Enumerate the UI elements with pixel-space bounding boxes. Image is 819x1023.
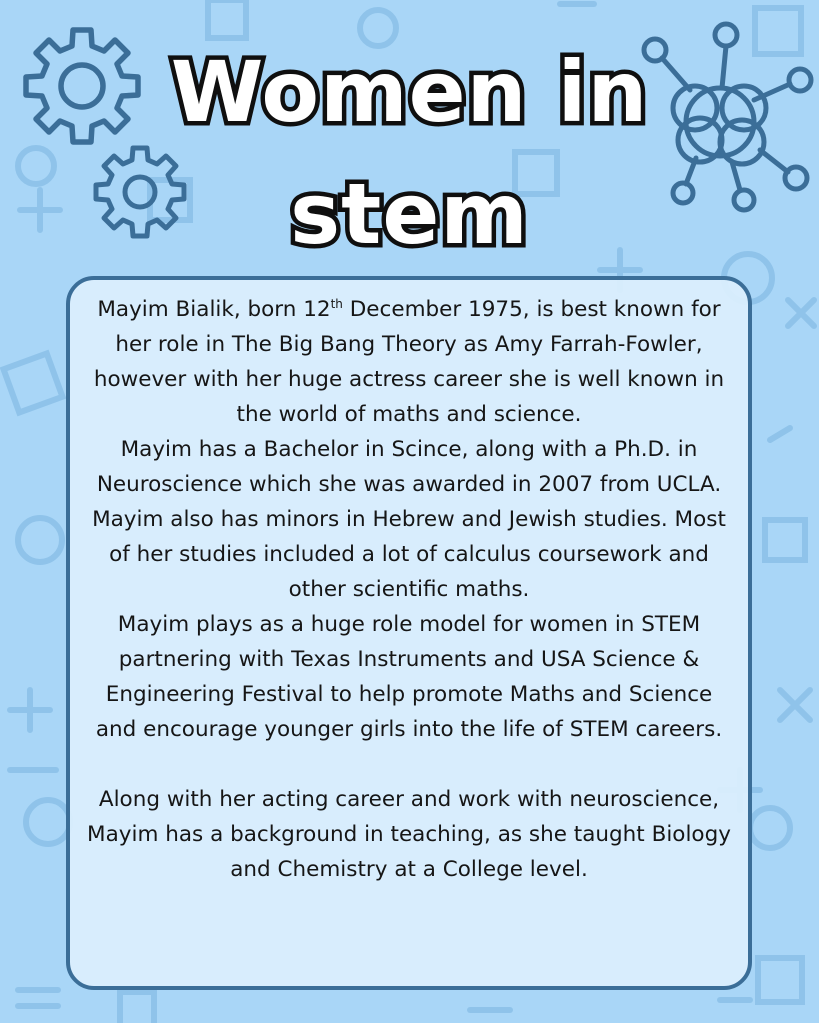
ordinal-suffix: th bbox=[330, 296, 343, 311]
paragraph-role-model: Mayim plays as a huge role model for women in STEM partnering with Texas Instruments and USA Science & Engineering Festival to help promote Maths and Science and encourage younger girls into the life of STEM careers. bbox=[95, 612, 723, 742]
paragraph-education: Mayim has a Bachelor in Scince, along with a Ph.D. in Neuroscience which she was awarded in 2007 from UCLA. Mayim also has minors in Hebrew and Jewish studies. Most of her studies included a lot of calculus coursework and other scientific maths. bbox=[92, 437, 726, 602]
info-card bbox=[66, 276, 752, 990]
paragraph-birth-and-career bbox=[84, 292, 734, 432]
paragraph-teaching: Along with her acting career and work with neuroscience, Mayim has a background in teaching, as she taught Biology and Chemistry at a College level. bbox=[87, 787, 731, 882]
title-line-2: stem bbox=[290, 165, 529, 263]
paragraph-1-start: Mayim Bialik, born 12 bbox=[97, 297, 331, 322]
title-line-1: Women in bbox=[170, 43, 649, 141]
paragraph-1-rest: December 1975, is best known for her role in The Big Bang Theory as Amy Farrah-Fowler, however with her huge actress career she is well known in the world of maths and science. bbox=[93, 297, 725, 427]
paragraph-spacer bbox=[84, 747, 734, 782]
